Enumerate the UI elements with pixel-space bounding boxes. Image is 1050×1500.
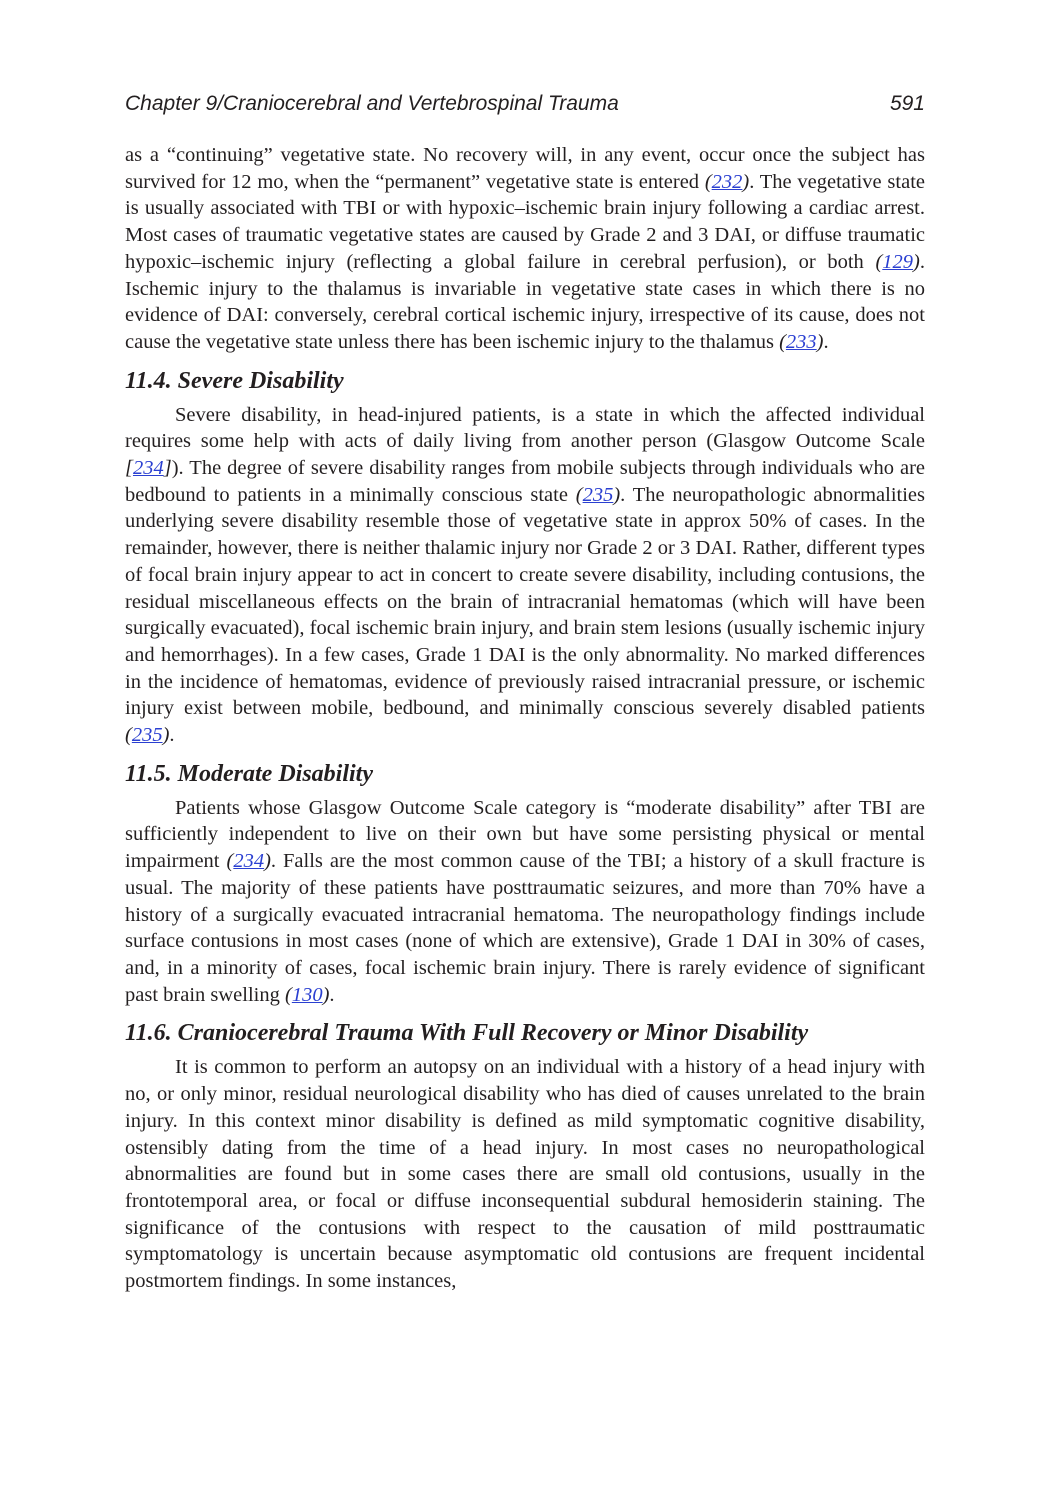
paragraph-moderate-disability: Patients whose Glasgow Outcome Scale category is “moderate disability” after TBI are sufficiently independent to live on their own but have some persisting physical or mental impairment (234). Falls are the most common cause of the TBI; a history of a skull fracture is usual. The majority of these patients have posttraumatic seizures, and more than 70% have a history of a surgically evacuated intracranial hematoma. The neuropathology findings include surface contusions in most cases (none of which are extensive), Grade 1 DAI in 30% of cases, and, in a minority of cases, focal ischemic brain injury. There is rarely evidence of significant past brain swelling (130). [125,796,925,1006]
citation-link[interactable]: 235 [582,483,614,506]
page-number: 591 [889,92,925,115]
section-heading-moderate-disability: 11.5. Moderate Disability [125,760,373,787]
citation-link[interactable]: 234 [132,457,164,480]
section-heading-severe-disability: 11.4. Severe Disability [125,367,344,394]
paragraph-vegetative-state: as a “continuing” vegetative state. No recovery will, in any event, occur once the subject has survived for 12 mo, when the “permanent” vegetative state is entered (232). The vegetative state is usually associated with TBI or with hypoxic–ischemic brain injury following a cardiac arrest. Most cases of traumatic vegetative states are caused by Grade 2 and 3 DAI, or diffuse traumatic hypoxic–ischemic injury (reflecting a global failure in cerebral perfusion), or both (129). Ischemic injury to the thalamus is invariable in vegetative state cases in which there is no evidence of DAI: conversely, cerebral cortical ischemic injury, irrespective of its cause, does not cause the vegetative state unless there has been ischemic injury to the thalamus (233). [125,144,925,353]
paragraph-full-recovery: It is common to perform an autopsy on an individual with a history of a head injury with no, or only minor, residual neurological disability who has died of causes unrelated to the brain injury. In this context minor disability is defined as mild symptomatic cognitive disability, ostensibly dating from the time of a head injury. In most cases no neuropathological abnormalities are found but in some cases there are small old contusions, usually in the frontotemporal area, or focal or diffuse inconsequential subdural hemosiderin staining. The significance of the contusions with respect to the causation of mild posttraumatic symptomatology is uncertain because asymptomatic old contusions are frequent incidental postmortem findings. In some instances, [125,1056,925,1293]
citation-link[interactable]: 234 [233,850,265,873]
citation-link[interactable]: 232 [711,170,743,193]
citation-link[interactable]: 235 [131,724,163,747]
running-head [125,92,925,116]
citation-link[interactable]: 129 [882,250,914,273]
section-heading-full-recovery: 11.6. Craniocerebral Trauma With Full Recovery or Minor Disability [125,1020,809,1047]
paragraph-severe-disability: Severe disability, in head-injured patients, is a state in which the affected individual requires some help with acts of daily living from another person (Glasgow Outcome Scale [234]). The degree of severe disability ranges from mobile subjects through individuals who are bedbound to patients in a minimally conscious state (235). The neuropathologic abnormalities underlying severe disability resemble those of vegetative state in approx 50% of cases. In the remainder, however, there is neither thalamic injury nor Grade 2 or 3 DAI. Rather, different types of focal brain injury appear to act in concert to create severe disability, including contusions, the residual miscellaneous effects on the brain of intracranial hematomas (which will have been surgically evacuated), focal ischemic brain injury, and brain stem lesions (usually ischemic injury and hemorrhages). In a few cases, Grade 1 DAI is the only abnormality. No marked differences in the incidence of hematomas, evidence of previously raised intracranial pressure, or ischemic injury exist between mobile, bedbound, and minimally conscious severely disabled patients (235). [125,403,925,747]
page [125,92,925,1295]
chapter-title: Chapter 9/Craniocerebral and Vertebrospinal Trauma [125,92,619,115]
citation-link[interactable]: 130 [291,983,323,1006]
citation-link[interactable]: 233 [785,330,817,353]
